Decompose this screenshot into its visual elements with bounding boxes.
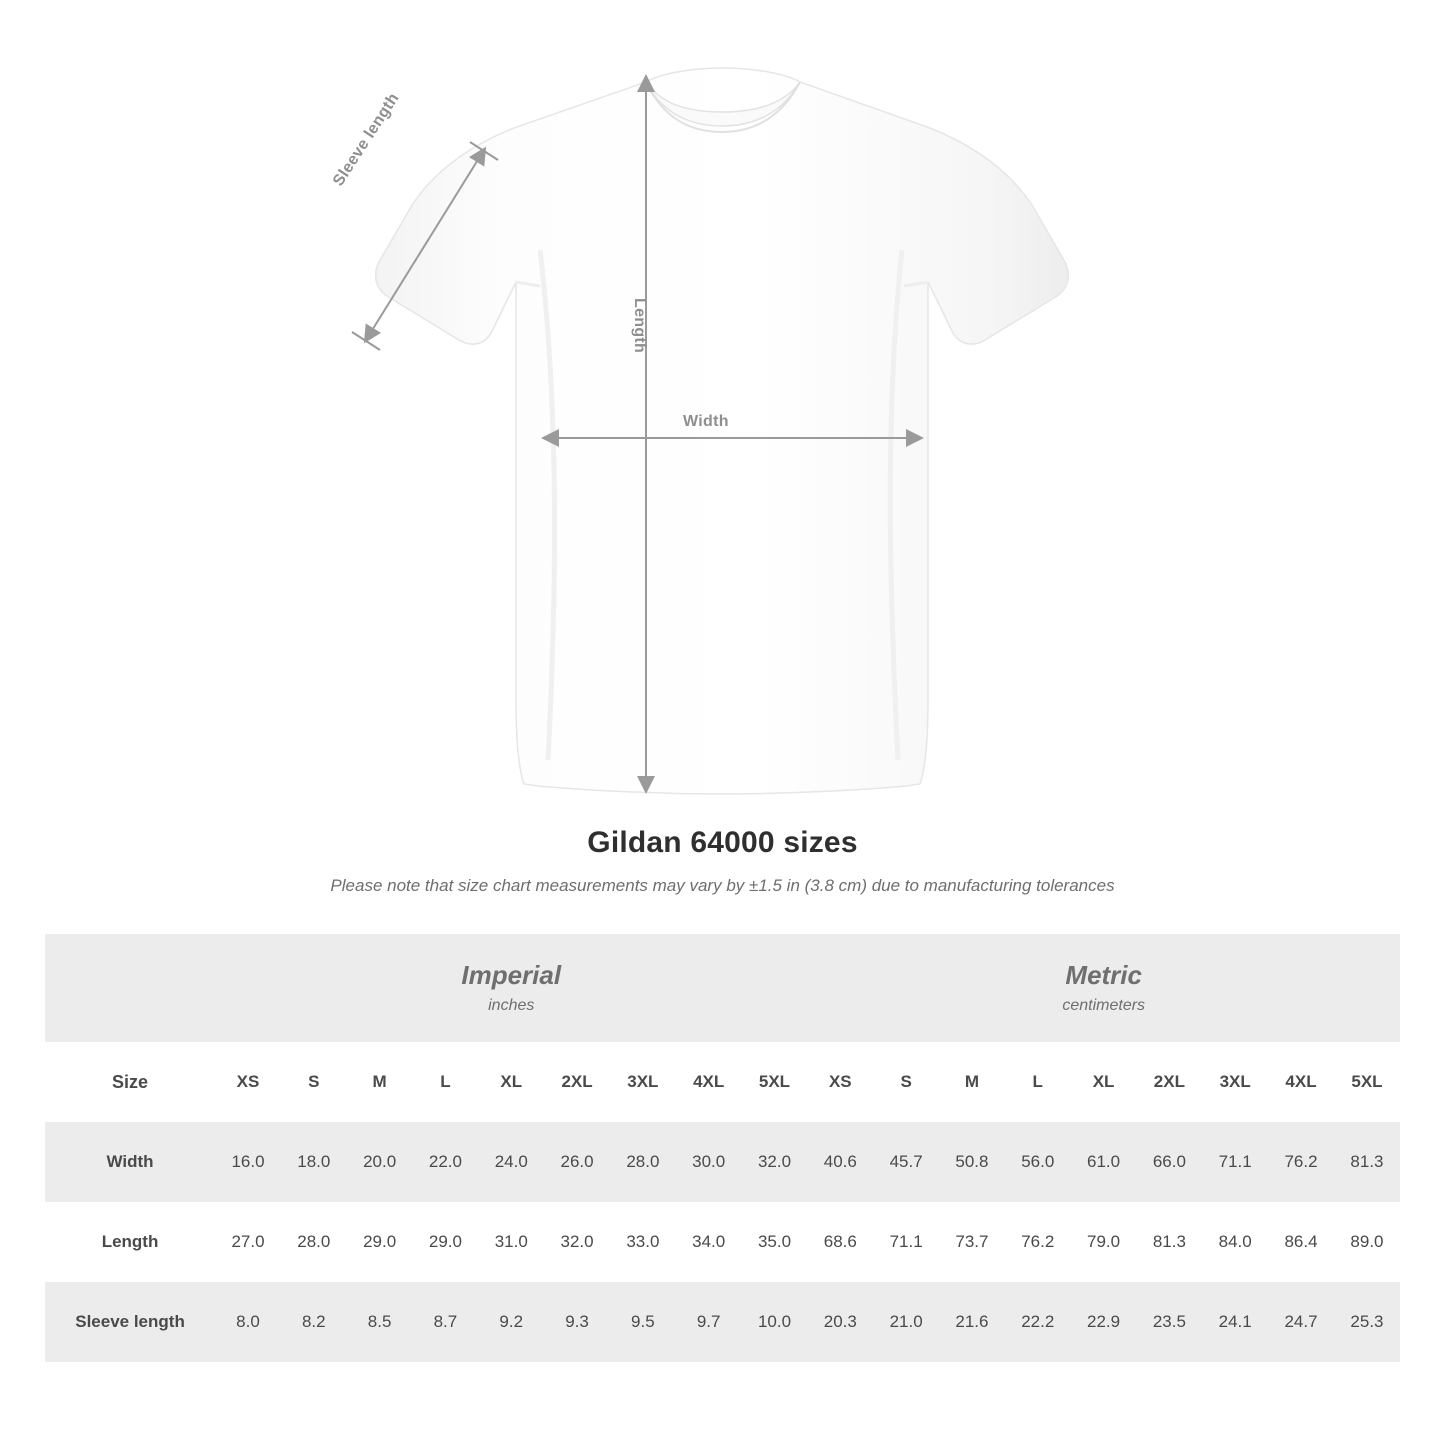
table-cell: 79.0 [1071,1202,1137,1282]
table-cell: 35.0 [742,1202,808,1282]
table-cell: 76.2 [1005,1202,1071,1282]
row-label-sleeve-length: Sleeve length [45,1282,215,1362]
table-cell: 56.0 [1005,1122,1071,1202]
table-cell: 21.6 [939,1282,1005,1362]
table-cell: 24.1 [1202,1282,1268,1362]
table-cell: 29.0 [413,1202,479,1282]
size-header-cell: M [347,1042,413,1122]
table-cell: 9.5 [610,1282,676,1362]
table-cell: 8.5 [347,1282,413,1362]
table-cell: 40.6 [807,1122,873,1202]
table-cell: 89.0 [1334,1202,1400,1282]
size-header-cell: 2XL [544,1042,610,1122]
table-cell: 84.0 [1202,1202,1268,1282]
row-header-size: Size [45,1042,215,1122]
size-header-cell: XL [1071,1042,1137,1122]
table-cell: 27.0 [215,1202,281,1282]
table-cell: 9.7 [676,1282,742,1362]
table-row-length [45,1202,1400,1282]
table-row-width [45,1122,1400,1202]
table-cell: 29.0 [347,1202,413,1282]
page-title: Gildan 64000 sizes [587,826,858,859]
table-cell: 9.3 [544,1282,610,1362]
size-header-cell: XS [215,1042,281,1122]
table-cell: 22.0 [413,1122,479,1202]
shirt-shape [376,68,1069,794]
tolerance-note: Please note that size chart measurements may vary by ±1.5 in (3.8 cm) due to manufacturing tolerances [330,876,1115,895]
table-cell: 33.0 [610,1202,676,1282]
table-cell: 18.0 [281,1122,347,1202]
table-cell: 26.0 [544,1122,610,1202]
table-cell: 21.0 [873,1282,939,1362]
width-label: Width [683,413,729,430]
size-header-cell: S [281,1042,347,1122]
size-header-cell: 3XL [610,1042,676,1122]
size-header-cell: S [873,1042,939,1122]
table-cell: 24.0 [478,1122,544,1202]
unit-group-metric [807,934,1400,1042]
table-cell: 81.3 [1334,1122,1400,1202]
table-cell: 50.8 [939,1122,1005,1202]
table-cell: 10.0 [742,1282,808,1362]
table-cell: 22.9 [1071,1282,1137,1362]
table-cell: 34.0 [676,1202,742,1282]
imperial-title: Imperial [461,960,562,991]
table-cell: 28.0 [281,1202,347,1282]
size-header-cell: XS [807,1042,873,1122]
metric-subtitle: centimeters [1062,996,1146,1014]
table-cell: 23.5 [1136,1282,1202,1362]
imperial-subtitle: inches [488,996,535,1014]
size-header-cell: 4XL [676,1042,742,1122]
table-cell: 32.0 [544,1202,610,1282]
table-cell: 73.7 [939,1202,1005,1282]
size-header-cell: 3XL [1202,1042,1268,1122]
sleeve-length-label: Sleeve length [330,90,403,190]
size-header-row [45,1042,1400,1122]
size-header-cell: 5XL [742,1042,808,1122]
size-header-cell: 4XL [1268,1042,1334,1122]
metric-title: Metric [1065,960,1142,991]
table-cell: 22.2 [1005,1282,1071,1362]
row-label-length: Length [45,1202,215,1282]
table-cell: 20.0 [347,1122,413,1202]
table-cell: 8.7 [413,1282,479,1362]
size-header-cell: L [1005,1042,1071,1122]
table-cell: 76.2 [1268,1122,1334,1202]
size-header-cell: M [939,1042,1005,1122]
size-header-cell: L [413,1042,479,1122]
table-cell: 24.7 [1268,1282,1334,1362]
table-cell: 71.1 [1202,1122,1268,1202]
table-cell: 9.2 [478,1282,544,1362]
size-chart-table-wrapper [45,934,1400,1362]
table-cell: 61.0 [1071,1122,1137,1202]
table-cell: 71.1 [873,1202,939,1282]
table-cell: 20.3 [807,1282,873,1362]
unit-header-spacer [45,934,215,1042]
table-row-sleeve-length [45,1282,1400,1362]
table-cell: 86.4 [1268,1202,1334,1282]
unit-group-imperial [215,934,807,1042]
row-label-width: Width [45,1122,215,1202]
table-cell: 45.7 [873,1122,939,1202]
size-chart-table [45,934,1400,1362]
size-header-cell: 5XL [1334,1042,1400,1122]
size-header-cell: 2XL [1136,1042,1202,1122]
table-cell: 66.0 [1136,1122,1202,1202]
table-cell: 8.2 [281,1282,347,1362]
table-cell: 68.6 [807,1202,873,1282]
table-cell: 31.0 [478,1202,544,1282]
table-cell: 28.0 [610,1122,676,1202]
table-cell: 25.3 [1334,1282,1400,1362]
table-cell: 16.0 [215,1122,281,1202]
unit-header-row [45,934,1400,1042]
table-cell: 81.3 [1136,1202,1202,1282]
length-label: Length [631,298,648,354]
size-header-cell: XL [478,1042,544,1122]
table-cell: 32.0 [742,1122,808,1202]
table-cell: 8.0 [215,1282,281,1362]
table-cell: 30.0 [676,1122,742,1202]
